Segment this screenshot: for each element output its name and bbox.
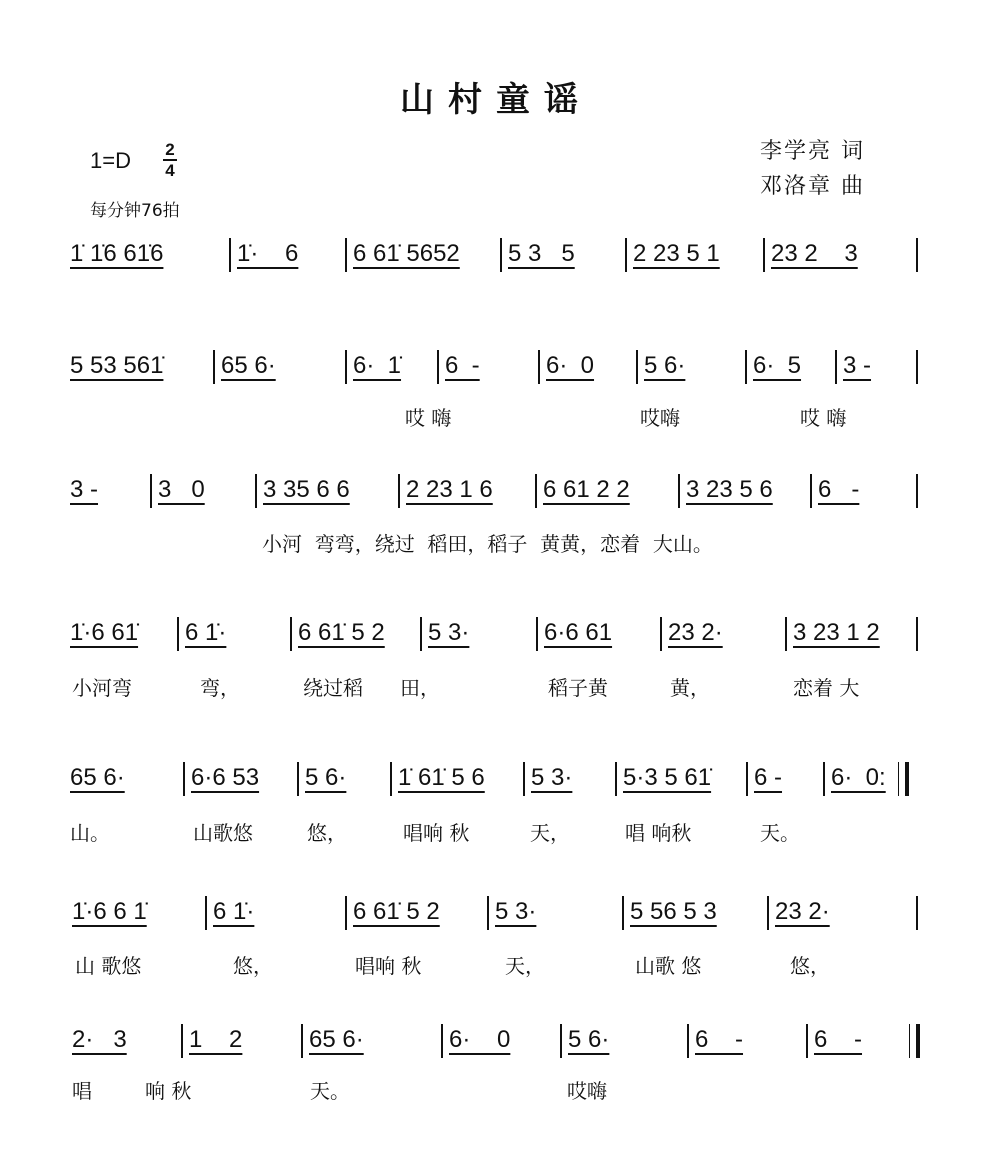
composer-credit: 邓洛章 曲 <box>760 174 865 199</box>
measure: 5 56 5 3 <box>630 898 717 925</box>
barline <box>205 896 207 930</box>
barline <box>625 238 627 272</box>
measure: 5 6· <box>568 1026 610 1053</box>
barline <box>745 350 747 384</box>
barline <box>615 762 617 796</box>
measure: 5 3· <box>428 619 470 646</box>
barline <box>916 350 918 384</box>
measure: 2 23 1 6 <box>406 476 493 503</box>
measure: 5 3· <box>531 764 573 791</box>
measure: 65 6· <box>70 764 125 791</box>
measure: 6 61̇ 5 2 <box>353 898 440 925</box>
measure: 1̇ 61̇ 5 6 <box>398 764 485 791</box>
barline <box>345 896 347 930</box>
measure: 6· 0 <box>546 352 595 379</box>
measure: 5 6· <box>644 352 686 379</box>
key-signature: 1=D <box>90 148 131 173</box>
measure: 5 53 561̇ <box>70 352 164 379</box>
measure: 6 61 2 2 <box>543 476 630 503</box>
lyric: 稻子黄 <box>548 676 608 700</box>
barline <box>660 617 662 651</box>
barline <box>183 762 185 796</box>
measure: 1̇ 1̇6 61̇6 <box>70 240 164 267</box>
barline <box>181 1024 183 1058</box>
measure: 6 1̇· <box>213 898 255 925</box>
measure: 6· 0 <box>449 1026 511 1053</box>
barline <box>420 617 422 651</box>
barline <box>835 350 837 384</box>
measure: 3 23 1 2 <box>793 619 880 646</box>
barline <box>290 617 292 651</box>
lyric: 山歌悠 <box>193 821 253 845</box>
barline <box>763 238 765 272</box>
measure: 1̇·6 6 1̇ <box>72 898 147 925</box>
lyric: 哎嗨 <box>567 1079 607 1103</box>
barline <box>213 350 215 384</box>
measure: 3 - <box>843 352 872 379</box>
barline <box>437 350 439 384</box>
barline <box>823 762 825 796</box>
barline <box>500 238 502 272</box>
barline <box>345 350 347 384</box>
barline <box>523 762 525 796</box>
lyric: 悠， <box>790 954 830 978</box>
lyric: 天。 <box>310 1079 350 1103</box>
measure: 6 - <box>445 352 480 379</box>
barline <box>916 238 918 272</box>
lyric: 天， <box>505 954 545 978</box>
lyric: 田， <box>400 676 440 700</box>
barline <box>441 1024 443 1058</box>
measure: 5 3 5 <box>508 240 575 267</box>
measure: 6 - <box>818 476 860 503</box>
measure: 5 6· <box>305 764 347 791</box>
lyric: 小河 弯弯，绕过 稻田，稻子 黄黄，恋着 大山。 <box>262 532 713 556</box>
lyricist-credit: 李学亮 词 <box>760 139 865 164</box>
lyric: 小河弯 <box>72 676 132 700</box>
lyric: 唱 <box>72 1079 92 1103</box>
lyric: 天。 <box>760 821 800 845</box>
barline <box>622 896 624 930</box>
measure: 1 2 <box>189 1026 243 1053</box>
barline <box>177 617 179 651</box>
measure: 1̇· 6 <box>237 240 299 267</box>
barline <box>687 1024 689 1058</box>
measure: 2· 3 <box>72 1026 127 1053</box>
lyric: 悠， <box>307 821 347 845</box>
measure: 5 3· <box>495 898 537 925</box>
lyric: 山。 <box>70 821 110 845</box>
measure: 6 - <box>754 764 783 791</box>
lyric: 悠， <box>233 954 273 978</box>
barline <box>916 474 918 508</box>
barline <box>916 617 918 651</box>
lyric: 唱 响秋 <box>625 821 692 845</box>
lyric: 哎 嗨 <box>405 406 452 430</box>
measure: 2 23 5 1 <box>633 240 720 267</box>
barline <box>678 474 680 508</box>
lyric: 绕过稻 <box>303 676 363 700</box>
measure: 6 1̇· <box>185 619 227 646</box>
final-barline <box>905 762 909 796</box>
barline <box>255 474 257 508</box>
barline <box>785 617 787 651</box>
lyric: 唱响 秋 <box>403 821 470 845</box>
measure: 23 2· <box>668 619 723 646</box>
measure: 6 61̇ 5652 <box>353 240 460 267</box>
barline <box>487 896 489 930</box>
song-title: 山村童谣 <box>400 80 592 120</box>
lyric: 恋着 大 <box>793 676 860 700</box>
barline <box>229 238 231 272</box>
barline <box>345 238 347 272</box>
measure: 23 2 3 <box>771 240 858 267</box>
time-signature-top: 2 <box>165 140 175 159</box>
measure: 65 6· <box>309 1026 364 1053</box>
measure: 6 61̇ 5 2 <box>298 619 385 646</box>
final-barline <box>916 1024 920 1058</box>
lyric: 哎嗨 <box>640 406 680 430</box>
measure: 5·3 5 61̇ <box>623 764 712 791</box>
measure: 6·6 53 <box>191 764 260 791</box>
lyric: 哎 嗨 <box>800 406 847 430</box>
measure: 6·6 61 <box>544 619 613 646</box>
measure: 6 - <box>814 1026 863 1053</box>
tempo-marking: 每分钟76拍 <box>90 201 180 221</box>
measure: 6· 1̇ <box>353 352 402 379</box>
lyric: 响 秋 <box>145 1079 192 1103</box>
measure: 1̇·6 61̇ <box>70 619 139 646</box>
barline <box>535 474 537 508</box>
measure: 6 - <box>695 1026 744 1053</box>
measure: 6· 5 <box>753 352 802 379</box>
measure: 23 2· <box>775 898 830 925</box>
barline <box>150 474 152 508</box>
barline <box>636 350 638 384</box>
time-signature <box>163 140 177 180</box>
measure: 6· 0: <box>831 764 886 791</box>
lyric: 唱响 秋 <box>355 954 422 978</box>
barline <box>806 1024 808 1058</box>
measure: 3 - <box>70 476 99 503</box>
barline <box>560 1024 562 1058</box>
barline <box>746 762 748 796</box>
lyric: 山歌 悠 <box>635 954 702 978</box>
barline <box>767 896 769 930</box>
lyric: 弯， <box>200 676 240 700</box>
barline <box>398 474 400 508</box>
barline <box>390 762 392 796</box>
lyric: 黄， <box>670 676 710 700</box>
measure: 3 0 <box>158 476 205 503</box>
barline <box>301 1024 303 1058</box>
barline <box>916 896 918 930</box>
barline <box>810 474 812 508</box>
lyric: 山 歌悠 <box>75 954 142 978</box>
lyric: 天， <box>530 821 570 845</box>
measure: 65 6· <box>221 352 276 379</box>
time-signature-bottom: 4 <box>163 159 177 180</box>
measure: 3 23 5 6 <box>686 476 773 503</box>
barline <box>297 762 299 796</box>
barline <box>538 350 540 384</box>
barline <box>536 617 538 651</box>
measure: 3 35 6 6 <box>263 476 350 503</box>
